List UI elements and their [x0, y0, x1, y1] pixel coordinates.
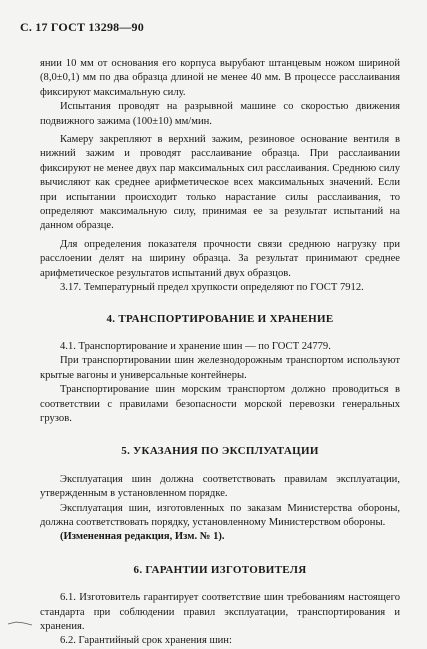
paragraph: Испытания проводят на разрывной машине со скоростью движения подвижного зажима (100±10) мм/мин. — [40, 101, 400, 127]
paragraph: янии 10 мм от основания его корпуса вырубают штанцевым ножом шириной (8,0±0,1) мм по два образца длиной не менее 40 мм. В процессе расслаивания фиксируют максимальную силу. — [40, 58, 400, 98]
paragraph: Для определения показателя прочности связи среднюю нагрузку при расслоении делят на ширину образца. За результат принимают среднее арифметическое результатов испытаний двух образцов. — [40, 238, 400, 279]
scan-mark-icon — [8, 620, 32, 626]
paragraph: Эксплуатация шин должна соответствовать правилам эксплуатации, утвержденным в установленном порядке. — [40, 473, 400, 500]
paragraph: Транспортирование шин морским транспортом должно проводиться в соответствии с правилами безопасности морской перевозки генеральных грузов. — [40, 384, 400, 424]
page-header: С. 17 ГОСТ 13298—90 — [20, 20, 144, 34]
section-title-warranty: 6. ГАРАНТИИ ИЗГОТОВИТЕЛЯ — [133, 563, 307, 576]
section-title-transport: 4. ТРАНСПОРТИРОВАНИЕ И ХРАНЕНИЕ — [106, 312, 334, 325]
section-title-operation: 5. УКАЗАНИЯ ПО ЭКСПЛУАТАЦИИ — [121, 445, 319, 458]
document-body — [40, 57, 400, 649]
paragraph: Эксплуатация шин, изготовленных по заказам Министерства обороны, должна соответствовать порядку, установленному Министерством обороны. — [40, 502, 400, 528]
paragraph: 6.1. Изготовитель гарантирует соответствие шин требованиям настоящего стандарта при соблюдении правил эксплуатации, транспортирования и хранения. — [40, 592, 400, 632]
paragraph: 6.2. Гарантийный срок хранения шин: — [60, 635, 232, 647]
paragraph: 4.1. Транспортирование и хранение шин — по ГОСТ 24779. — [60, 340, 331, 352]
paragraph: При транспортировании шин железнодорожным транспортом используют крытые вагоны и универсальные контейнеры. — [40, 355, 400, 381]
paragraph: 3.17. Температурный предел хрупкости определяют по ГОСТ 7912. — [60, 282, 364, 294]
amendment-note: (Измененная редакция, Изм. № 1). — [60, 531, 225, 543]
paragraph: Камеру закрепляют в верхний зажим, резиновое основание вентиля в нижний зажим и проводят расслаивание образца. При расслаивании фиксируют не менее двух пар максимальных сил расслаивания. Среднюю силу вычисляют как среднее арифметическое всех максимальных значений. Если при испытании происходит только нарастание силы расслаивания, то определяют максимальную силу, принимая ее за результат испытаний на данном образце. — [40, 134, 400, 232]
